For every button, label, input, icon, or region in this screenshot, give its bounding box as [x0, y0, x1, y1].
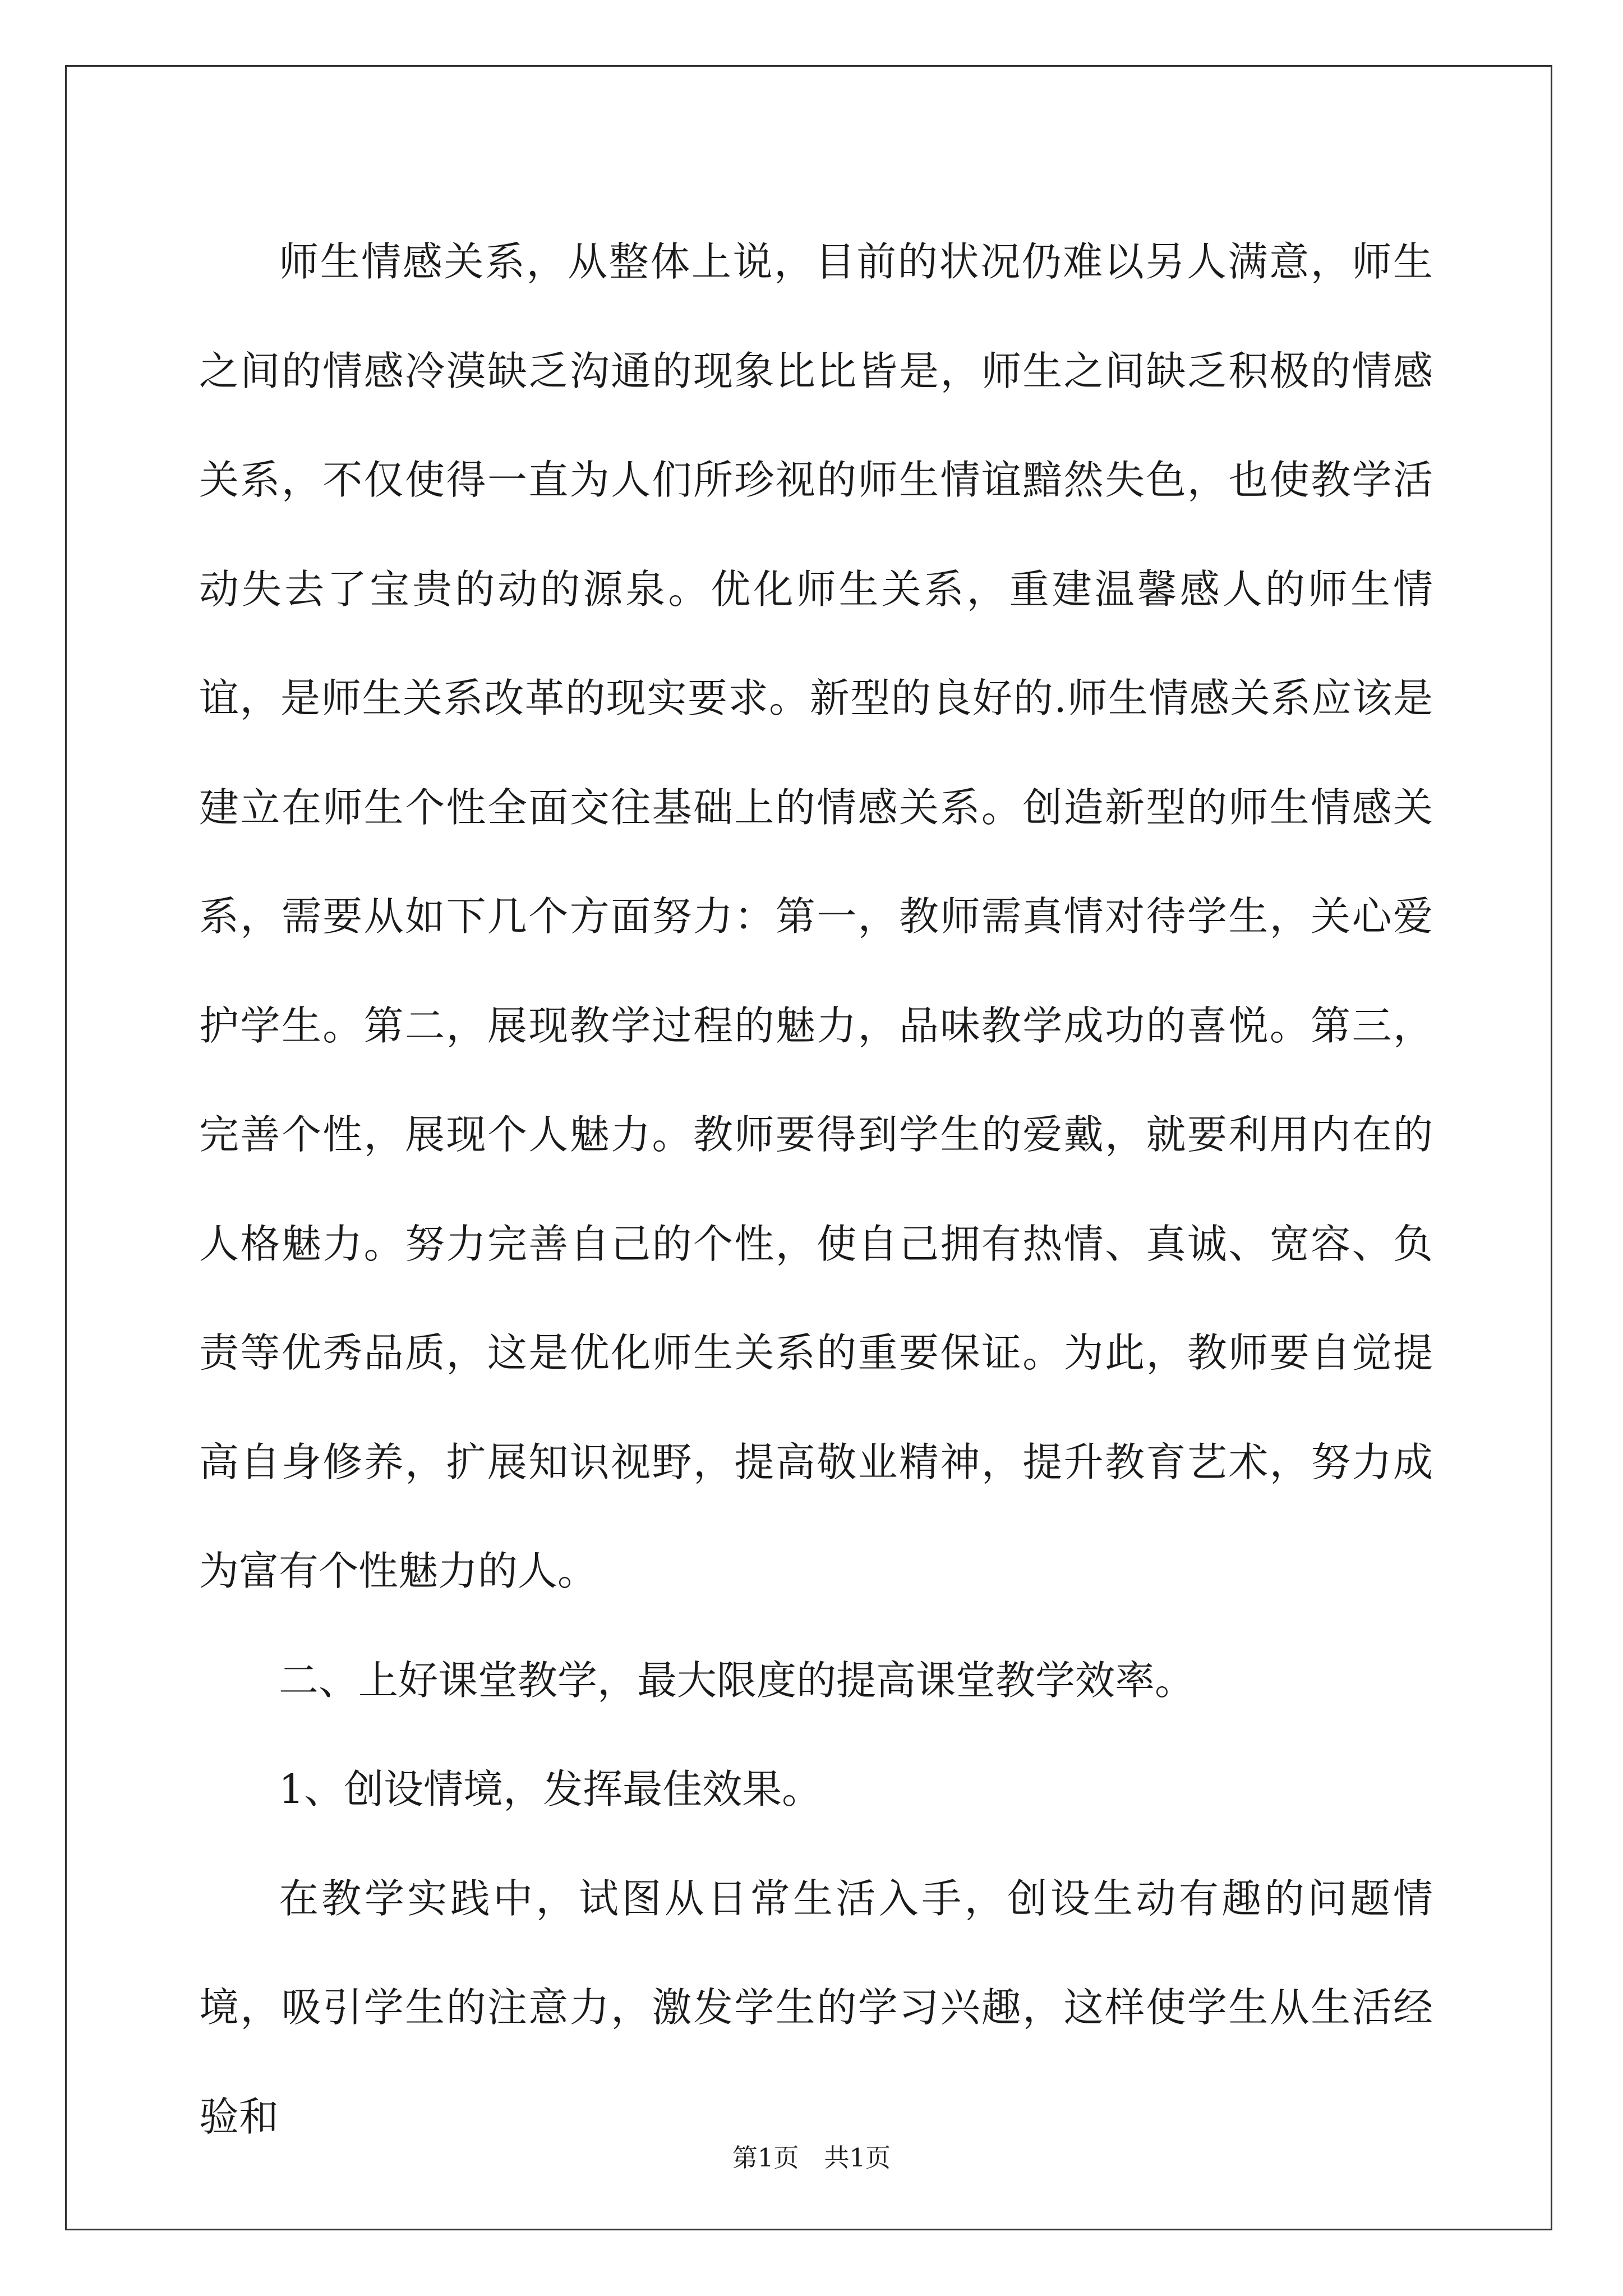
document-body — [199, 208, 1433, 2171]
paragraph-section-heading: 二、上好课堂教学，最大限度的提高课堂教学效率。 — [279, 1657, 1195, 1704]
page-footer: 第1页 共1页 — [732, 2143, 891, 2173]
paragraph-subheading: 1、创设情境，发挥最佳效果。 — [279, 1766, 822, 1812]
paragraph-teacher-student-relations: 师生情感关系，从整体上说，目前的状况仍难以另人满意，师生之间的情感冷漠缺乏沟通的现象比比皆是，师生之间缺乏积极的情感关系，不仅使得一直为人们所珍视的师生情谊黯然失色，也使教学活动失去了宝贵的动的源泉。优化师生关系，重建温馨感人的师生情谊，是师生关系改革的现实要求。新型的良好的.师生情感关系应该是建立在师生个性全面交往基础上的情感关系。创造新型的师生情感关系，需要从如下几个方面努力：第一，教师需真情对待学生，关心爱护学生。第二，展现教学过程的魅力，品味教学成功的喜悦。第三，完善个性，展现个人魅力。教师要得到学生的爱戴，就要利用内在的人格魅力。努力完善自己的个性，使自己拥有热情、真诚、宽容、负责等优秀品质，这是优化师生关系的重要保证。为此，教师要自觉提高自身修养，扩展知识视野，提高敬业精神，提升教育艺术，努力成为富有个性魅力的人。 — [199, 238, 1433, 1594]
paragraph-teaching-practice: 在教学实践中，试图从日常生活入手，创设生动有趣的问题情境，吸引学生的注意力，激发学生的学习兴趣，这样使学生从生活经验和 — [199, 1875, 1433, 2140]
